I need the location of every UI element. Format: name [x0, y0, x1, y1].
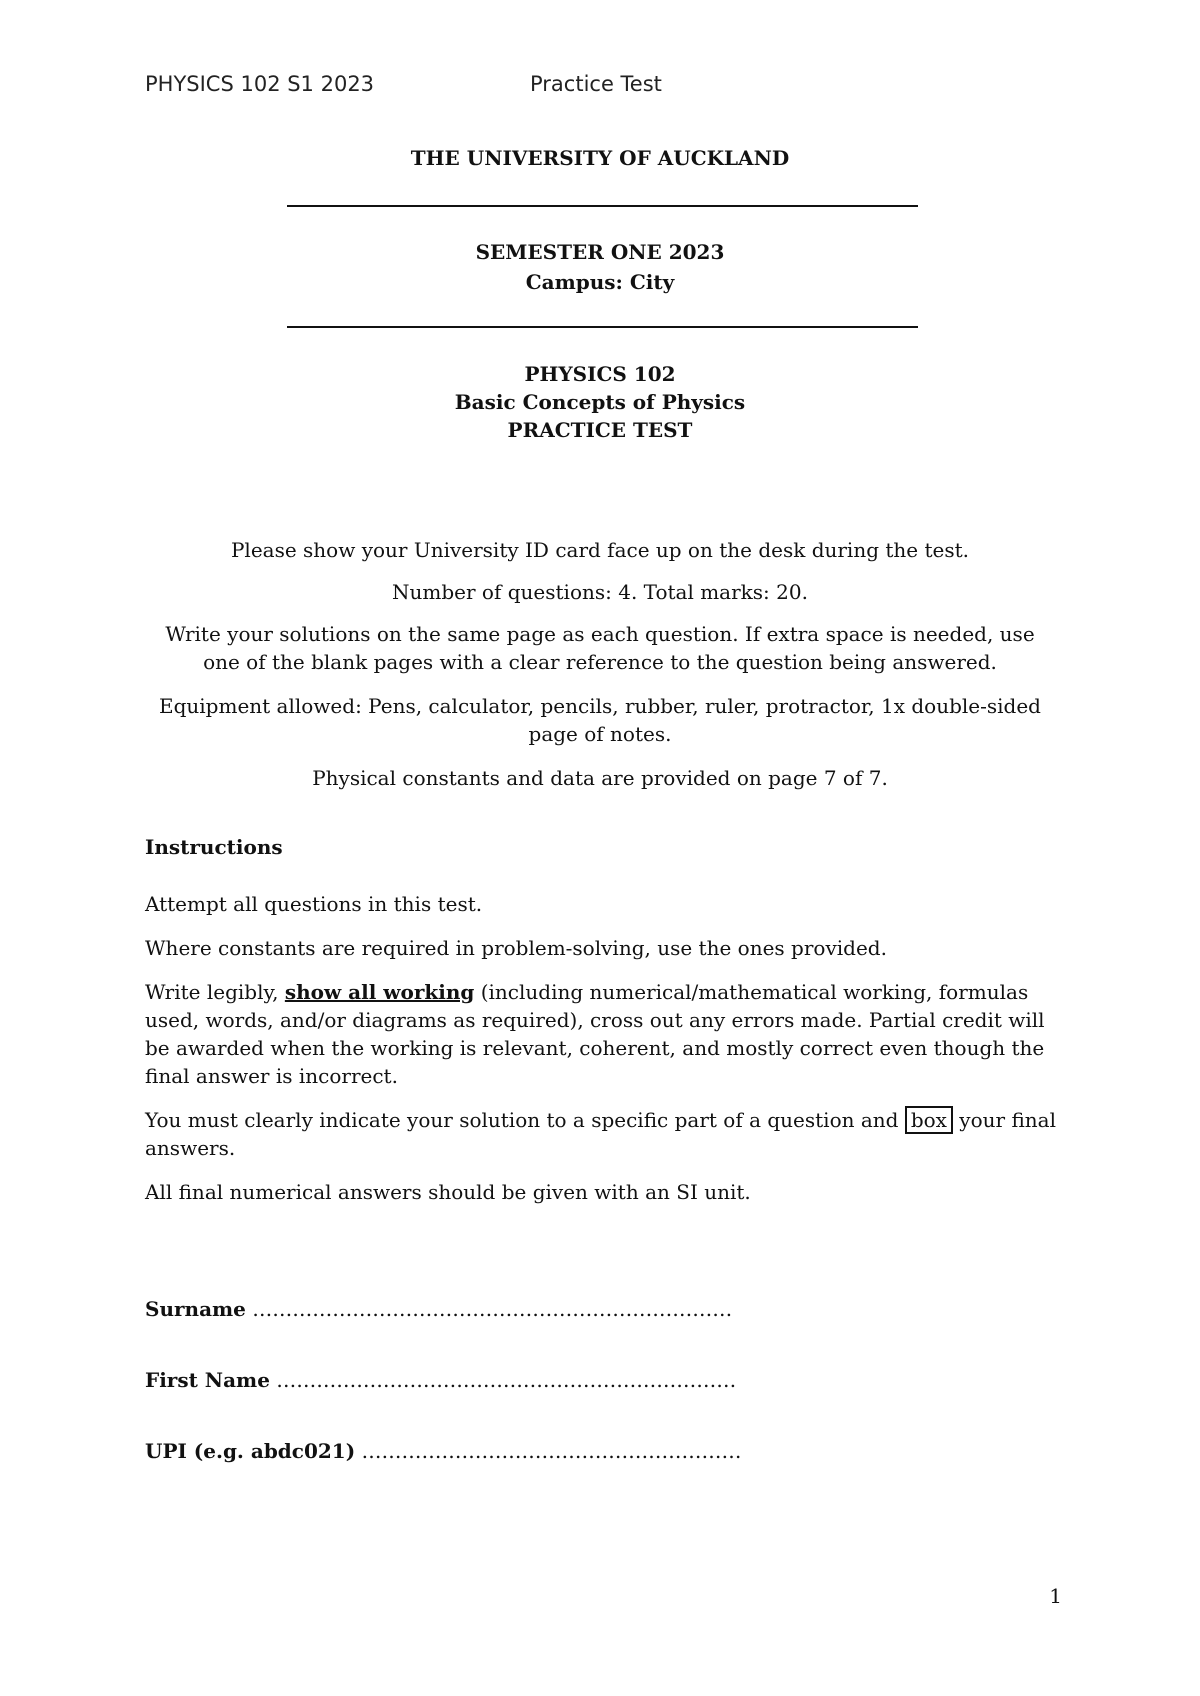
notice-question-count: Number of questions: 4. Total marks: 20. — [392, 580, 808, 604]
instruction-show-working — [145, 978, 1075, 1090]
first-name-dots[interactable]: …………………………………………………………… — [276, 1368, 737, 1392]
semester-label: SEMESTER ONE 2023 — [475, 240, 725, 264]
emphasis-show-all-working: show all working — [284, 980, 475, 1004]
upi-dots[interactable]: ………………………………………………… — [361, 1439, 742, 1463]
instruction-constants: Where constants are required in problem-solving, use the ones provided. — [145, 936, 887, 960]
instruction-text: (including numerical/mathematical working, formulas used, words, and/or diagrams as required), cross out any errors made. Partial credit will be awarded when the working is relevant, coherent, and mostly correct even though the final answer is incorrect. — [145, 980, 1045, 1088]
header-doc-type: Practice Test — [530, 72, 662, 96]
instruction-text: You must clearly indicate your solution to a specific part of a question and — [145, 1108, 905, 1132]
instruction-text: Write legibly, — [145, 980, 285, 1004]
notice-equipment: Equipment allowed: Pens, calculator, pencils, rubber, ruler, protractor, 1x double-sided page of notes. — [159, 694, 1041, 746]
notice-constants: Physical constants and data are provided on page 7 of 7. — [312, 766, 888, 790]
page-number: 1 — [1049, 1584, 1062, 1608]
university-title: THE UNIVERSITY OF AUCKLAND — [410, 146, 790, 170]
boxed-word: box — [905, 1106, 953, 1134]
surname-field[interactable] — [145, 1297, 732, 1321]
course-name: Basic Concepts of Physics — [454, 390, 746, 414]
first-name-label: First Name — [145, 1368, 270, 1392]
surname-dots[interactable]: ……………………………………………………………… — [252, 1297, 733, 1321]
header-course: PHYSICS 102 S1 2023 — [145, 72, 375, 96]
instruction-box-answers — [145, 1106, 1075, 1162]
upi-label: UPI (e.g. abdc021) — [145, 1439, 356, 1463]
course-code: PHYSICS 102 — [524, 362, 676, 386]
instruction-attempt: Attempt all questions in this test. — [145, 892, 483, 916]
instruction-si-unit: All final numerical answers should be given with an SI unit. — [145, 1180, 751, 1204]
notice-solutions: Write your solutions on the same page as each question. If extra space is needed, use one of the blank pages with a clear reference to the question being answered. — [165, 622, 1035, 674]
test-title: PRACTICE TEST — [507, 418, 693, 442]
notice-id-card: Please show your University ID card face up on the desk during the test. — [230, 538, 970, 562]
instructions-heading: Instructions — [145, 835, 283, 859]
divider-rule — [287, 326, 918, 328]
first-name-field[interactable] — [145, 1368, 736, 1392]
surname-label: Surname — [145, 1297, 246, 1321]
divider-rule — [287, 205, 918, 207]
instruction-text: your final answers. — [145, 1108, 1056, 1160]
upi-field[interactable] — [145, 1439, 742, 1463]
campus-label: Campus: City — [525, 270, 675, 294]
